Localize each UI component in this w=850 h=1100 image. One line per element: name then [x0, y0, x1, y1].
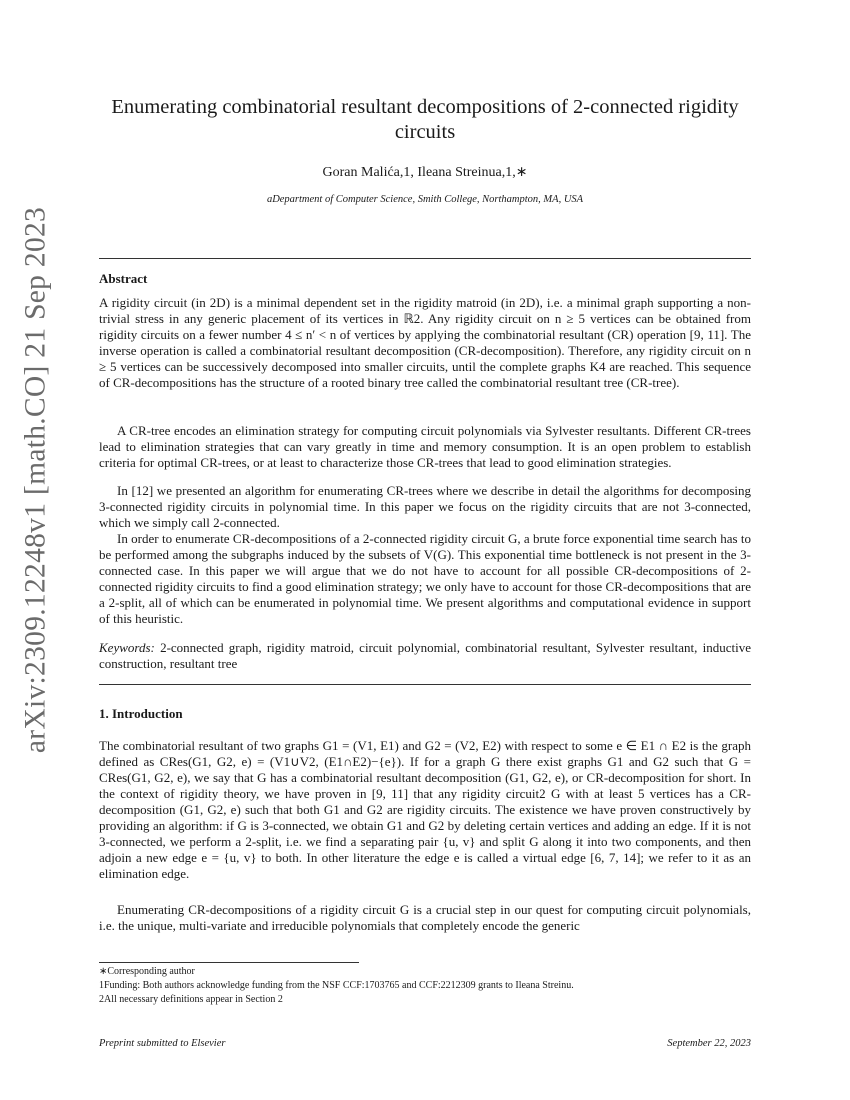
abstract-paragraph-4: In order to enumerate CR-decompositions of a 2-connected rigidity circuit G, a brute force exponential time search has to be performed among the subgraphs induced by the subsets of V(G). This exponential time bottleneck is not present in the 3-connected case. In this paper we will argue that we do not have to account for all possible CR-decompositions of 2-connected rigidity circuits to find a good elimination strategy; we only have to account for those CR-decompositions that are a 2-split, all of which can be enumerated in polynomial time. We present algorithms and computational evidence in support of this heuristic. [99, 531, 751, 626]
abstract-paragraph-2: A CR-tree encodes an elimination strategy for computing circuit polynomials via Sylvester resultants. Different CR-trees lead to elimination strategies that can vary greatly in time and memory consumption. It is an open problem to establish criteria for optimal CR-trees, or at least to characterize those CR-trees that lead to good elimination strategies. [99, 423, 751, 470]
keywords [99, 640, 751, 672]
footer-preprint-note: Preprint submitted to Elsevier [99, 1038, 226, 1049]
abstract-heading: Abstract [99, 271, 148, 286]
affiliation: aDepartment of Computer Science, Smith College, Northampton, MA, USA [266, 194, 584, 205]
intro-paragraph-1: The combinatorial resultant of two graphs G1 = (V1, E1) and G2 = (V2, E2) with respect to some e ∈ E1 ∩ E2 is the graph defined as CRes(G1, G2, e) = (V1∪V2, (E1∩E2)−{e}). If for a graph G there exist graphs G1 and G2 such that G = CRes(G1, G2, e), we say that G has a combinatorial resultant decomposition (G1, G2, e), or CR-decomposition for short. In the context of rigidity theory, we have proven in [9, 11] that any rigidity circuit2 G with at least 5 vertices has a CR-decomposition (G1, G2, e) such that both G1 and G2 are rigidity circuits. The existence we have proven constructively by providing an algorithm: if G is 3-connected, we obtain G1 and G2 by deleting certain vertices and adding an edge. If it is not 3-connected, we perform a 2-split, i.e. we find a separating pair {u, v} and split G along it into two components, and then adjoin a new edge e = {u, v} to both. In other literature the edge e is called a virtual edge [6, 7, 14]; we refer to it as an elimination edge. [99, 738, 751, 881]
footnote-definitions: 2All necessary definitions appear in Section 2 [99, 994, 283, 1005]
abstract-top-rule [99, 258, 751, 259]
footnote-rule [99, 962, 359, 963]
footnote-corresponding: ∗Corresponding author [99, 966, 195, 977]
paper-title: Enumerating combinatorial resultant decompositions of 2-connected rigidity circuits [111, 96, 739, 143]
abstract-bottom-rule [99, 684, 751, 685]
intro-paragraph-2: Enumerating CR-decompositions of a rigidity circuit G is a crucial step in our quest for computing circuit polynomials, i.e. the unique, multi-variate and irreducible polynomials that completely encode the generic [99, 902, 751, 933]
section-heading-introduction: 1. Introduction [99, 706, 183, 721]
author-list: Goran Malića,1, Ileana Streinua,1,∗ [322, 165, 528, 180]
keywords-label: Keywords: [99, 640, 155, 655]
abstract-paragraph-3: In [12] we presented an algorithm for enumerating CR-trees where we describe in detail the algorithms for decomposing 3-connected rigidity circuits in polynomial time. In this paper we focus on the rigidity circuits that are not 3-connected, which we simply call 2-connected. [99, 483, 751, 530]
arxiv-stamp [18, 206, 54, 754]
abstract-paragraph-1: A rigidity circuit (in 2D) is a minimal dependent set in the rigidity matroid (in 2D), i.e. a minimal graph supporting a non-trivial stress in any generic placement of its vertices in ℝ2. Any rigidity circuit on n ≥ 5 vertices can be obtained from rigidity circuits on a fewer number 4 ≤ n′ < n of vertices by applying the combinatorial resultant (CR) operation [9, 11]. The inverse operation is called a combinatorial resultant decomposition (CR-decomposition). Therefore, any rigidity circuit on n ≥ 5 vertices can be successively decomposed into smaller circuits, until the complete graphs K4 are reached. This sequence of CR-decompositions has the structure of a rooted binary tree called the combinatorial resultant tree (CR-tree). [99, 295, 751, 390]
footnote-funding: 1Funding: Both authors acknowledge funding from the NSF CCF:1703765 and CCF:2212309 grants to Ileana Streinu. [99, 980, 574, 991]
keywords-text: 2-connected graph, rigidity matroid, circuit polynomial, combinatorial resultant, Sylvester resultant, inductive construction, resultant tree [99, 640, 751, 671]
footer-date: September 22, 2023 [667, 1038, 751, 1049]
arxiv-stamp-text: arXiv:2309.12248v1 [math.CO] 21 Sep 2023 [19, 206, 52, 754]
